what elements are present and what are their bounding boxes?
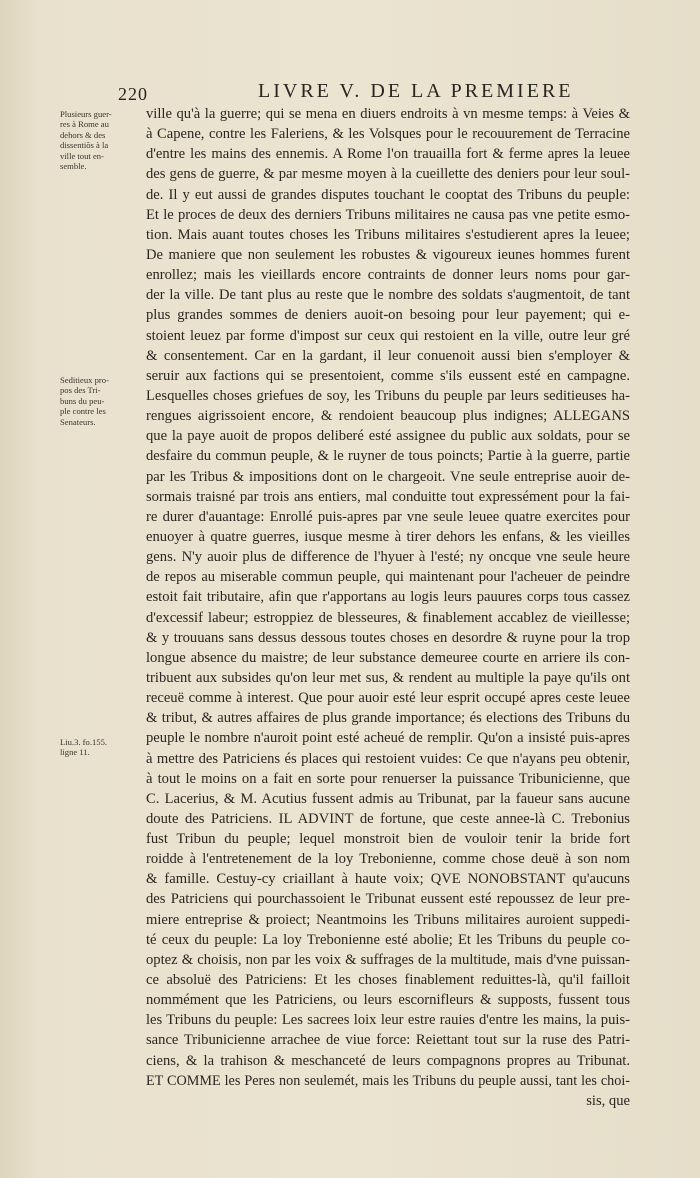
text-line: De maniere que non seulement les robustes & vigoureux ieunes hommes furent <box>146 246 630 263</box>
text-line: sis, que <box>586 1092 630 1109</box>
text-line: d'excessif labeur; estroppiez de blesseures, & finablement accablez de vieillesse; <box>146 609 630 626</box>
margin-note-line: Liu.3. fo.155. <box>60 737 108 747</box>
text-line: té ceux du peuple: La loy Trebonienne esté abolie; Et les Tribuns du peuple co- <box>146 931 630 948</box>
text-line: sormais traisné par trois ans entiers, mal conduitte tout expressément pour la fai- <box>146 488 630 505</box>
text-line: miere entreprise & proiect; Neantmoins les Tribuns militaires auroient suppedi- <box>146 911 630 928</box>
text-line: longue absence du maistre; de leur substance demeuree courte en arriere ils con- <box>146 649 630 666</box>
text-line: ce absoluë des Patriciens: Et les choses finablement reduittes-là, qu'il failloit <box>146 972 630 989</box>
body-text <box>146 104 630 1111</box>
margin-note-line: ville tout en- <box>60 150 104 161</box>
text-line: ville qu'à la guerre; qui se mena en diuers endroits à vn mesme temps: à Veies & <box>146 106 630 122</box>
text-line: nommément que les Patriciens, ou leurs escornifleurs & supposts, fussent tous <box>146 992 630 1009</box>
text-line: d'entre les mains des ennemis. A Rome l'on trauailla fort & ferme apres la leuee <box>146 146 630 163</box>
margin-note-line: Seditieux pro- <box>60 375 109 385</box>
margin-note-line: semble. <box>60 161 87 172</box>
margin-note-line: dissentiõs à la <box>60 140 109 151</box>
margin-note-line: dehors & des <box>60 129 106 140</box>
text-line: & y trouuans sans dessus dessous toutes choses en desordre & ruyne pour la trop <box>146 629 630 646</box>
margin-note-line: buns du peu- <box>60 395 105 406</box>
margin-note-line: ple contre les <box>60 406 106 417</box>
margin-note-wars <box>60 109 150 171</box>
text-line: sance Tribunicienne arrachee de viue force: Reiettant tout sur la ruse des Patri- <box>146 1032 630 1049</box>
margin-note-line: res à Rome au <box>60 119 109 130</box>
text-line: Lesquelles choses griefues de soy, les Tribuns du peuple par leurs seditieuses ha- <box>146 387 630 404</box>
text-line: tribuent aux subsides qu'on leur met sus, & rendent au multiple la paye qu'ils ont <box>146 669 630 686</box>
text-line: Et le proces de deux des derniers Tribuns militaires ne causa pas vne petite esmo- <box>146 206 630 223</box>
text-line: & consentement. Car en la gardant, il leur conuenoit aussi bien s'employer & <box>146 347 630 364</box>
margin-note-line: Senateurs. <box>60 416 96 427</box>
text-line: à Capene, contre les Faleriens, & les Volsques pour le recouurement de Terracine <box>146 126 630 143</box>
text-line: tion. Mais auant toutes choses les Tribuns militaires s'estudierent apres la leuee; <box>146 226 630 243</box>
text-line: ciens, & la trahison & meschanceté de leurs compagnons propres au Tribunat. <box>146 1052 630 1069</box>
text-line: enuoyer à quatre guerres, iusque mesme à tirer dehors les enfans, & les vieilles <box>146 528 630 545</box>
text-line: estoit fait tributaire, afin que r'apportans au logis leurs pauures corps tous cassez <box>146 589 630 606</box>
text-line: rengues aigrissoient encore, & rendoient beaucoup plus indignes; ALLEGANS <box>146 408 630 425</box>
text-line: der la ville. De tant plus au reste que le nombre des soldats s'augmentoit, de tant <box>146 287 630 304</box>
margin-note-reference <box>60 737 150 758</box>
text-line: les Tribuns du peuple: Les sacrees loix leur estre rauies d'entre les mains, la puis- <box>146 1012 630 1029</box>
page-number: 220 <box>118 84 148 104</box>
text-line: & tribut, & autres affaires de plus grande importance; és elections des Tribuns du <box>146 710 630 727</box>
text-line: que la paye auoit de propos deliberé esté assignee du public aux soldats, pour se <box>146 428 630 445</box>
text-line: optez & choisis, non par les voix & suffrages de la multitude, mais d'vne puissan- <box>146 951 630 968</box>
text-line: à mettre des Patriciens és places qui restoient vuides: Ce que n'ayans peu obtenir, <box>146 750 630 767</box>
text-line: gens. N'y auoir plus de difference de l'hyuer à l'esté; ny oncque vne seule heure <box>146 549 630 566</box>
text-line: receuë comme à interest. Que pour auoir esté leur esprit occupé apres ceste leuee <box>146 690 630 707</box>
margin-note-tribunes <box>60 375 150 427</box>
text-line: desfaire du commun peuple, & le ruyner de tous poincts; Partie à la guerre, partie <box>146 448 630 465</box>
text-line: par les Tribus & impositions dont on le chargeoit. Vne seule entreprise auoir de- <box>146 468 630 485</box>
text-line: des gens de guerre, & par mesme moyen à la cueillette des deniers pour leur soul- <box>146 166 630 183</box>
text-line: de repos au miserable commun peuple, qui maintenant pour l'acheuer de peindre <box>146 569 630 586</box>
text-line: fust Tribun du peuple; lequel monstroit bien de vouloir tenir la bride fort <box>146 831 630 848</box>
margin-note-line: Plusieurs guer- <box>60 109 112 119</box>
text-line: & famille. Cestuy-cy criaillant à haute voix; QVE NONOBSTANT qu'aucuns <box>146 871 630 888</box>
text-line: peuple le nombre n'auroit point esté acheué de remplir. Qu'on a insisté puis-apres <box>146 730 630 747</box>
running-head: LIVRE V. DE LA PREMIERE <box>258 80 574 102</box>
page-header <box>118 80 638 106</box>
margin-note-line: ligne 11. <box>60 747 90 758</box>
text-line: stoient leuez par forme d'impost sur ceux qui restoient en la ville, outre leur gré <box>146 327 630 344</box>
text-line: re durer d'auantage: Enrollé puis-apres par vne seule leuee quatre exercites pour <box>146 508 630 525</box>
text-line: enrollez; mais les vieillards encore contraints de donner leurs noms pour gar- <box>146 267 630 284</box>
text-line: doute des Patriciens. IL ADVINT de fortune, que ceste annee-là C. Trebonius <box>146 810 630 827</box>
text-line: roidde à l'entretenement de la loy Trebonienne, comme chose deuë à son nom <box>146 851 630 868</box>
text-line: seruir aux factions qui se presentoient, comme s'ils eussent esté en campagne. <box>146 367 630 384</box>
text-line: à tout le moins on a fait en sorte pour renuerser la puissance Tribunicienne, que <box>146 770 630 787</box>
text-line: plus grandes sommes de deniers auoit-on besoing pour leur payement; qui e- <box>146 307 630 324</box>
text-line: C. Lacerius, & M. Acutius fussent admis au Tribunat, par la faueur sans aucune <box>146 790 630 807</box>
text-line: ET COMME les Peres non seulemét, mais les Tribuns du peuple aussi, tant les choi- <box>146 1072 630 1089</box>
text-line: de. Il y eut aussi de grandes disputes touchant le cooptat des Tribuns du peuple: <box>146 186 630 203</box>
margin-note-line: pos des Tri- <box>60 385 101 396</box>
text-line: des Patriciens qui pourchassoient le Tribunat eussent esté repoussez de leur pre- <box>146 891 630 908</box>
